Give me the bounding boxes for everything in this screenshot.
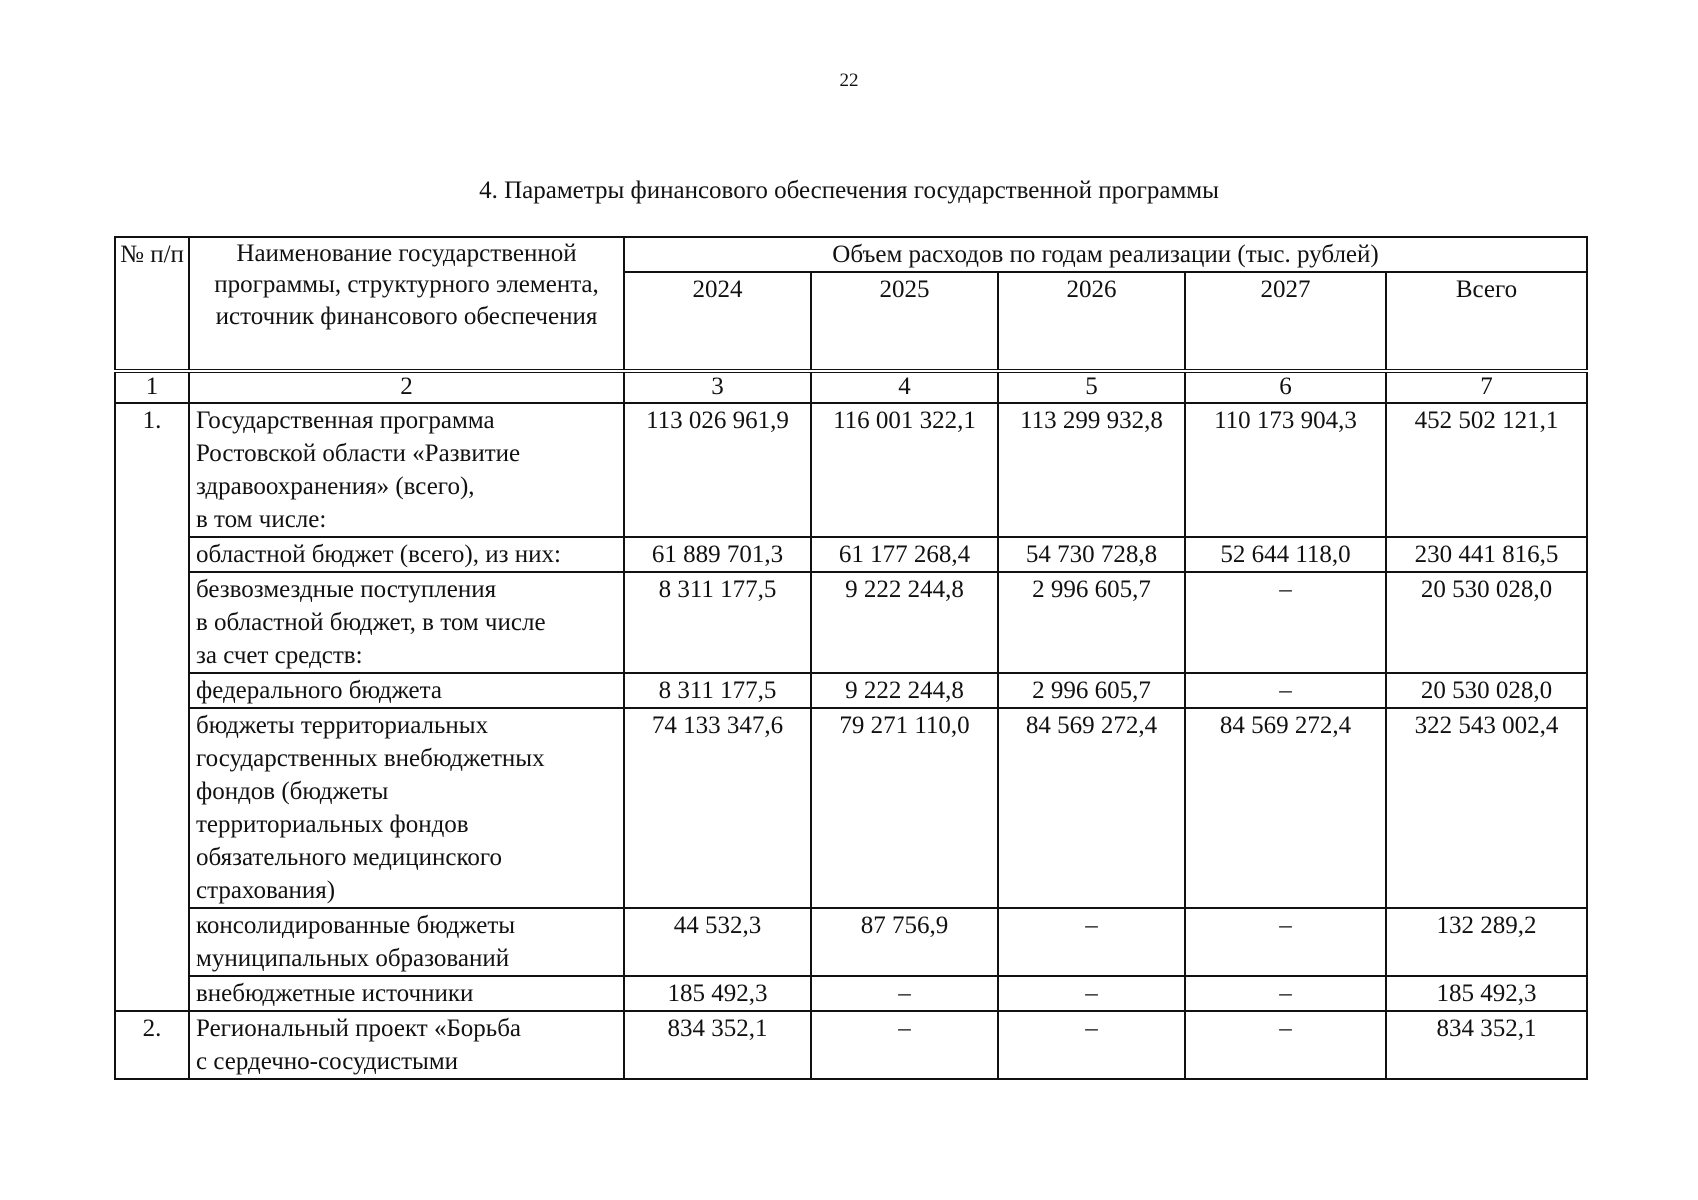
- row-value: 52 644 118,0: [1185, 537, 1386, 572]
- row-value: 84 569 272,4: [1185, 708, 1386, 908]
- row-value: –: [1185, 1011, 1386, 1079]
- row-total: 132 289,2: [1386, 908, 1587, 976]
- column-number: 2: [189, 371, 624, 403]
- row-name: Государственная программа Ростовской области «Развитие здравоохранения» (всего), в том числе:: [189, 403, 624, 537]
- header-row: [115, 237, 1587, 272]
- table-row: [115, 673, 1587, 708]
- row-value: 113 299 932,8: [998, 403, 1185, 537]
- row-value: 2 996 605,7: [998, 673, 1185, 708]
- header-name: Наименование государственной программы, структурного элемента, источник финансового обеспечения: [189, 237, 624, 371]
- row-value: –: [998, 976, 1185, 1011]
- table-row: [115, 708, 1587, 908]
- row-value: 834 352,1: [624, 1011, 811, 1079]
- row-value: –: [811, 1011, 998, 1079]
- column-number: 7: [1386, 371, 1587, 403]
- row-value: 79 271 110,0: [811, 708, 998, 908]
- row-value: 74 133 347,6: [624, 708, 811, 908]
- row-total: 452 502 121,1: [1386, 403, 1587, 537]
- row-name: Региональный проект «Борьба с сердечно-сосудистыми: [189, 1011, 624, 1079]
- table-row: [115, 537, 1587, 572]
- table-row: [115, 572, 1587, 673]
- row-total: 230 441 816,5: [1386, 537, 1587, 572]
- row-value: –: [1185, 976, 1386, 1011]
- row-value: 87 756,9: [811, 908, 998, 976]
- row-total: 322 543 002,4: [1386, 708, 1587, 908]
- row-name: бюджеты территориальных государственных внебюджетных фондов (бюджеты территориальных фондов обязательного медицинского страхования): [189, 708, 624, 908]
- row-value: 116 001 322,1: [811, 403, 998, 537]
- row-value: 54 730 728,8: [998, 537, 1185, 572]
- column-number: 4: [811, 371, 998, 403]
- financing-table: [114, 236, 1588, 1080]
- header-total: Всего: [1386, 272, 1587, 371]
- column-numbers-row: [115, 371, 1587, 403]
- row-value: 9 222 244,8: [811, 673, 998, 708]
- row-value: 2 996 605,7: [998, 572, 1185, 673]
- row-total: 185 492,3: [1386, 976, 1587, 1011]
- row-value: 185 492,3: [624, 976, 811, 1011]
- row-value: 61 889 701,3: [624, 537, 811, 572]
- table-row: [115, 908, 1587, 976]
- row-value: 84 569 272,4: [998, 708, 1185, 908]
- table-row: [115, 976, 1587, 1011]
- column-number: 1: [115, 371, 189, 403]
- row-total: 834 352,1: [1386, 1011, 1587, 1079]
- header-year: 2027: [1185, 272, 1386, 371]
- column-number: 3: [624, 371, 811, 403]
- row-name: безвозмездные поступления в областной бюджет, в том числе за счет средств:: [189, 572, 624, 673]
- row-value: –: [998, 908, 1185, 976]
- row-name: консолидированные бюджеты муниципальных образований: [189, 908, 624, 976]
- row-total: 20 530 028,0: [1386, 673, 1587, 708]
- page-number: 22: [839, 70, 859, 91]
- row-value: 113 026 961,9: [624, 403, 811, 537]
- column-number: 6: [1185, 371, 1386, 403]
- row-value: 8 311 177,5: [624, 572, 811, 673]
- section-title: 4. Параметры финансового обеспечения государственной программы: [479, 177, 1219, 204]
- row-value: 8 311 177,5: [624, 673, 811, 708]
- row-name: областной бюджет (всего), из них:: [189, 537, 624, 572]
- row-value: 44 532,3: [624, 908, 811, 976]
- row-name: федерального бюджета: [189, 673, 624, 708]
- row-value: 9 222 244,8: [811, 572, 998, 673]
- row-total: 20 530 028,0: [1386, 572, 1587, 673]
- table-row: [115, 1011, 1587, 1079]
- table-row: [115, 403, 1587, 537]
- row-value: –: [998, 1011, 1185, 1079]
- row-value: –: [1185, 908, 1386, 976]
- row-number: 2.: [115, 1011, 189, 1079]
- row-value: –: [1185, 572, 1386, 673]
- row-value: –: [1185, 673, 1386, 708]
- header-num: № п/п: [115, 237, 189, 371]
- header-year: 2026: [998, 272, 1185, 371]
- column-number: 5: [998, 371, 1185, 403]
- row-name: внебюджетные источники: [189, 976, 624, 1011]
- row-value: –: [811, 976, 998, 1011]
- row-number: 1.: [115, 403, 189, 1011]
- row-value: 110 173 904,3: [1185, 403, 1386, 537]
- header-year: 2024: [624, 272, 811, 371]
- header-year: 2025: [811, 272, 998, 371]
- row-value: 61 177 268,4: [811, 537, 998, 572]
- header-group: Объем расходов по годам реализации (тыс. рублей): [624, 237, 1587, 272]
